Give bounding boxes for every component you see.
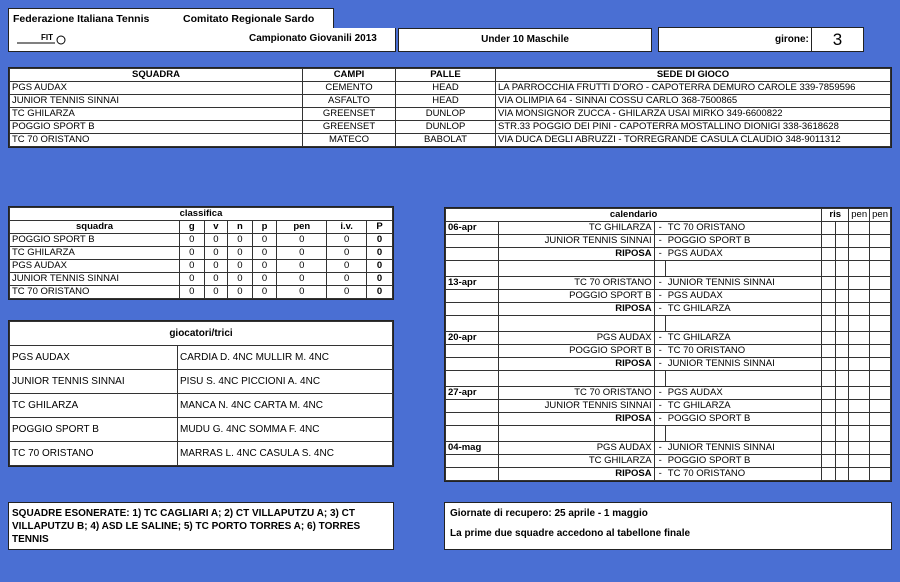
match-away: TC GHILARZA — [666, 303, 822, 316]
match-dash: - — [654, 332, 666, 345]
match-home: POGGIO SPORT B — [498, 345, 654, 358]
score-cell — [870, 400, 891, 413]
match-away: POGGIO SPORT B — [666, 413, 822, 426]
giocatori-row — [10, 370, 393, 394]
round-separator — [446, 371, 891, 387]
classifica-value: 0 — [180, 260, 205, 273]
giocatori-players: MARRAS L. 4NC CASULA S. 4NC — [178, 442, 393, 466]
score-cell — [849, 290, 870, 303]
classifica-value: 0 — [277, 234, 327, 247]
match-dash: - — [654, 442, 666, 455]
match-home: TC 70 ORISTANO — [498, 277, 654, 290]
separator-cell — [849, 261, 870, 277]
score-cell — [849, 455, 870, 468]
score-cell — [822, 277, 836, 290]
score-cell — [822, 358, 836, 371]
giocatori-team: JUNIOR TENNIS SINNAI — [10, 370, 178, 394]
score-cell — [822, 290, 836, 303]
separator-cell — [666, 316, 822, 332]
classifica-value: 0 — [367, 234, 393, 247]
classifica-value: 0 — [204, 273, 227, 286]
giocatori-players: MANCA N. 4NC CARTA M. 4NC — [178, 394, 393, 418]
score-cell — [870, 235, 891, 248]
match-home: RIPOSA — [498, 248, 654, 261]
committee-name: Comitato Regionale Sardo — [183, 13, 315, 25]
score-cell — [870, 345, 891, 358]
score-cell — [849, 345, 870, 358]
match-dash: - — [654, 358, 666, 371]
giocatori-team: TC GHILARZA — [10, 394, 178, 418]
classifica-value: 0 — [277, 247, 327, 260]
classifica-value: 0 — [204, 260, 227, 273]
separator-cell — [849, 426, 870, 442]
classifica-value: 0 — [277, 286, 327, 299]
header-tab — [8, 8, 334, 30]
classifica-team: POGGIO SPORT B — [10, 234, 180, 247]
classifica-col: squadra — [10, 221, 180, 234]
match-away: TC GHILARZA — [666, 400, 822, 413]
score-cell — [835, 358, 849, 371]
classifica-value: 0 — [252, 273, 277, 286]
calendario-title: calendario — [446, 209, 822, 222]
classifica-value: 0 — [180, 234, 205, 247]
match-row — [446, 332, 891, 345]
classifica-value: 0 — [367, 273, 393, 286]
score-cell — [822, 248, 836, 261]
classifica-value: 0 — [367, 286, 393, 299]
classifica-value: 0 — [252, 260, 277, 273]
match-away: JUNIOR TENNIS SINNAI — [666, 277, 822, 290]
score-cell — [849, 468, 870, 481]
match-dash: - — [654, 277, 666, 290]
classifica-value: 0 — [228, 273, 253, 286]
score-cell — [870, 455, 891, 468]
col-squadra: SQUADRA — [10, 69, 303, 82]
championship-title: Campionato Giovanili 2013 — [249, 33, 377, 44]
classifica-value: 0 — [327, 234, 367, 247]
score-cell — [835, 455, 849, 468]
match-away: TC 70 ORISTANO — [666, 468, 822, 481]
match-home: PGS AUDAX — [498, 332, 654, 345]
score-cell — [835, 235, 849, 248]
score-cell — [849, 277, 870, 290]
round-date-empty — [446, 235, 499, 248]
score-cell — [849, 332, 870, 345]
separator-cell — [835, 261, 849, 277]
classifica-value: 0 — [327, 247, 367, 260]
score-cell — [870, 413, 891, 426]
team-name: TC GHILARZA — [10, 108, 303, 121]
team-palle: HEAD — [396, 95, 496, 108]
match-home: JUNIOR TENNIS SINNAI — [498, 235, 654, 248]
separator-cell — [666, 426, 822, 442]
finale-note: La prime due squadre accedono al tabellone finale — [450, 528, 691, 539]
match-home: RIPOSA — [498, 413, 654, 426]
match-dash: - — [654, 290, 666, 303]
score-cell — [835, 303, 849, 316]
col-pen-2: pen — [870, 209, 891, 222]
classifica-row — [10, 273, 393, 286]
match-row — [446, 358, 891, 371]
score-cell — [835, 248, 849, 261]
classifica-team: PGS AUDAX — [10, 260, 180, 273]
match-row — [446, 290, 891, 303]
teams-header-row — [10, 69, 891, 82]
score-cell — [822, 468, 836, 481]
team-name: PGS AUDAX — [10, 82, 303, 95]
col-pen-1: pen — [849, 209, 870, 222]
calendario-header-row — [446, 209, 891, 222]
team-sede: STR.33 POGGIO DEI PINI - CAPOTERRA MOSTALLINO DIONIGI 338-3618628 — [496, 121, 891, 134]
team-row — [10, 82, 891, 95]
team-row — [10, 121, 891, 134]
match-dash: - — [654, 455, 666, 468]
team-name: JUNIOR TENNIS SINNAI — [10, 95, 303, 108]
score-cell — [822, 303, 836, 316]
team-campi: CEMENTO — [303, 82, 396, 95]
giocatori-players: MUDU G. 4NC SOMMA F. 4NC — [178, 418, 393, 442]
match-home: POGGIO SPORT B — [498, 290, 654, 303]
round-separator — [446, 316, 891, 332]
giocatori-players: PISU S. 4NC PICCIONI A. 4NC — [178, 370, 393, 394]
match-dash: - — [654, 235, 666, 248]
match-row — [446, 345, 891, 358]
match-row — [446, 413, 891, 426]
fit-logo — [15, 31, 67, 47]
classifica-row — [10, 260, 393, 273]
score-cell — [835, 413, 849, 426]
classifica-col: i.v. — [327, 221, 367, 234]
separator-cell — [498, 261, 654, 277]
giocatori-players: CARDIA D. 4NC MULLIR M. 4NC — [178, 346, 393, 370]
score-cell — [835, 222, 849, 235]
classifica-col: p — [252, 221, 277, 234]
classifica-value: 0 — [228, 260, 253, 273]
classifica-value: 0 — [252, 286, 277, 299]
classifica-value: 0 — [204, 247, 227, 260]
match-home: PGS AUDAX — [498, 442, 654, 455]
col-campi: CAMPI — [303, 69, 396, 82]
match-dash: - — [654, 400, 666, 413]
team-palle: BABOLAT — [396, 134, 496, 147]
score-cell — [870, 277, 891, 290]
federation-name: Federazione Italiana Tennis — [13, 13, 150, 25]
classifica-col: n — [228, 221, 253, 234]
classifica-team: JUNIOR TENNIS SINNAI — [10, 273, 180, 286]
match-row — [446, 235, 891, 248]
team-row — [10, 134, 891, 147]
team-name: TC 70 ORISTANO — [10, 134, 303, 147]
giocatori-row — [10, 346, 393, 370]
score-cell — [849, 248, 870, 261]
team-campi: GREENSET — [303, 108, 396, 121]
classifica-value: 0 — [180, 273, 205, 286]
score-cell — [822, 413, 836, 426]
score-cell — [849, 222, 870, 235]
score-cell — [870, 468, 891, 481]
classifica-row — [10, 247, 393, 260]
match-dash: - — [654, 248, 666, 261]
score-cell — [822, 400, 836, 413]
separator-cell — [870, 316, 891, 332]
round-date-empty — [446, 413, 499, 426]
round-date-empty — [446, 400, 499, 413]
col-ris: ris — [822, 209, 849, 222]
match-away: PGS AUDAX — [666, 248, 822, 261]
score-cell — [870, 358, 891, 371]
separator-cell — [835, 371, 849, 387]
score-cell — [822, 235, 836, 248]
match-row — [446, 455, 891, 468]
team-campi: GREENSET — [303, 121, 396, 134]
header-body — [8, 28, 396, 52]
classifica-team: TC GHILARZA — [10, 247, 180, 260]
separator-cell — [835, 316, 849, 332]
category-label: Under 10 Maschile — [398, 28, 652, 52]
team-row — [10, 108, 891, 121]
score-cell — [822, 222, 836, 235]
score-cell — [849, 303, 870, 316]
classifica-team: TC 70 ORISTANO — [10, 286, 180, 299]
giocatori-team: POGGIO SPORT B — [10, 418, 178, 442]
col-sede: SEDE DI GIOCO — [496, 69, 891, 82]
giocatori-row — [10, 418, 393, 442]
classifica-value: 0 — [252, 247, 277, 260]
round-date-empty — [446, 468, 499, 481]
round-date-empty — [446, 358, 499, 371]
classifica-value: 0 — [204, 234, 227, 247]
match-home: TC 70 ORISTANO — [498, 387, 654, 400]
classifica-value: 0 — [228, 234, 253, 247]
giocatori-team: PGS AUDAX — [10, 346, 178, 370]
score-cell — [870, 387, 891, 400]
separator-cell — [654, 316, 666, 332]
calendario-table — [444, 207, 892, 482]
match-away: TC GHILARZA — [666, 332, 822, 345]
match-away: POGGIO SPORT B — [666, 455, 822, 468]
match-dash: - — [654, 387, 666, 400]
classifica-value: 0 — [327, 286, 367, 299]
classifica-value: 0 — [204, 286, 227, 299]
team-sede: VIA MONSIGNOR ZUCCA - GHILARZA USAI MIRKO 349-6600822 — [496, 108, 891, 121]
score-cell — [849, 400, 870, 413]
classifica-value: 0 — [367, 260, 393, 273]
match-row — [446, 303, 891, 316]
match-dash: - — [654, 222, 666, 235]
separator-cell — [870, 371, 891, 387]
giocatori-table — [8, 320, 394, 467]
separator-cell — [822, 426, 836, 442]
match-row — [446, 222, 891, 235]
match-dash: - — [654, 468, 666, 481]
match-away: PGS AUDAX — [666, 387, 822, 400]
classifica-value: 0 — [327, 273, 367, 286]
classifica-col: pen — [277, 221, 327, 234]
col-palle: PALLE — [396, 69, 496, 82]
match-dash: - — [654, 345, 666, 358]
separator-cell — [822, 261, 836, 277]
team-name: POGGIO SPORT B — [10, 121, 303, 134]
classifica-col: v — [204, 221, 227, 234]
classifica-value: 0 — [252, 234, 277, 247]
classifica-value: 0 — [228, 286, 253, 299]
team-campi: ASFALTO — [303, 95, 396, 108]
score-cell — [822, 442, 836, 455]
match-dash: - — [654, 303, 666, 316]
team-sede: VIA DUCA DEGLI ABRUZZI - TORREGRANDE CASULA CLAUDIO 348-9011312 — [496, 134, 891, 147]
match-away: JUNIOR TENNIS SINNAI — [666, 442, 822, 455]
score-cell — [849, 413, 870, 426]
round-date-empty — [446, 455, 499, 468]
classifica-value: 0 — [277, 260, 327, 273]
score-cell — [822, 345, 836, 358]
match-home: JUNIOR TENNIS SINNAI — [498, 400, 654, 413]
match-row — [446, 248, 891, 261]
separator-cell — [446, 426, 499, 442]
match-row — [446, 400, 891, 413]
round-date-empty — [446, 248, 499, 261]
round-separator — [446, 261, 891, 277]
giocatori-row — [10, 394, 393, 418]
match-dash: - — [654, 413, 666, 426]
match-away: TC 70 ORISTANO — [666, 222, 822, 235]
separator-cell — [822, 316, 836, 332]
separator-cell — [498, 371, 654, 387]
match-home: TC GHILARZA — [498, 222, 654, 235]
score-cell — [849, 387, 870, 400]
score-cell — [822, 332, 836, 345]
separator-cell — [822, 371, 836, 387]
score-cell — [835, 468, 849, 481]
giocatori-row — [10, 442, 393, 466]
team-campi: MATECO — [303, 134, 396, 147]
teams-table — [8, 67, 892, 148]
recupero-notes — [444, 502, 892, 550]
round-date-empty — [446, 345, 499, 358]
separator-cell — [666, 261, 822, 277]
score-cell — [849, 358, 870, 371]
score-cell — [822, 455, 836, 468]
match-row — [446, 387, 891, 400]
separator-cell — [498, 316, 654, 332]
match-home: RIPOSA — [498, 468, 654, 481]
match-home: TC GHILARZA — [498, 455, 654, 468]
separator-cell — [666, 371, 822, 387]
classifica-value: 0 — [180, 286, 205, 299]
classifica-value: 0 — [180, 247, 205, 260]
match-row — [446, 277, 891, 290]
classifica-col: P — [367, 221, 393, 234]
separator-cell — [654, 426, 666, 442]
separator-cell — [849, 371, 870, 387]
separator-cell — [870, 261, 891, 277]
separator-cell — [654, 371, 666, 387]
classifica-header-row — [10, 221, 393, 234]
score-cell — [835, 442, 849, 455]
separator-cell — [849, 316, 870, 332]
score-cell — [822, 387, 836, 400]
score-cell — [870, 248, 891, 261]
round-date: 13-apr — [446, 277, 499, 290]
round-date-empty — [446, 303, 499, 316]
team-row — [10, 95, 891, 108]
score-cell — [835, 387, 849, 400]
match-away: PGS AUDAX — [666, 290, 822, 303]
team-sede: LA PARROCCHIA FRUTTI D'ORO - CAPOTERRA DEMURO CAROLE 339-7859596 — [496, 82, 891, 95]
separator-cell — [446, 371, 499, 387]
score-cell — [835, 290, 849, 303]
score-cell — [835, 400, 849, 413]
girone-value: 3 — [811, 28, 863, 51]
match-row — [446, 468, 891, 481]
round-date-empty — [446, 290, 499, 303]
girone-label: girone: — [775, 34, 809, 45]
classifica-value: 0 — [367, 247, 393, 260]
classifica-value: 0 — [327, 260, 367, 273]
team-sede: VIA OLIMPIA 64 - SINNAI COSSU CARLO 368-7500865 — [496, 95, 891, 108]
separator-cell — [446, 261, 499, 277]
separator-cell — [654, 261, 666, 277]
recupero-note: Giornate di recupero: 25 aprile - 1 maggio — [450, 508, 648, 519]
score-cell — [870, 442, 891, 455]
logo-text: FIT — [41, 33, 53, 42]
round-date: 06-apr — [446, 222, 499, 235]
girone-box — [658, 27, 864, 52]
team-palle: DUNLOP — [396, 121, 496, 134]
round-date: 20-apr — [446, 332, 499, 345]
separator-cell — [870, 426, 891, 442]
separator-cell — [835, 426, 849, 442]
classifica-value: 0 — [277, 273, 327, 286]
classifica-row — [10, 234, 393, 247]
match-away: TC 70 ORISTANO — [666, 345, 822, 358]
score-cell — [835, 345, 849, 358]
score-cell — [835, 277, 849, 290]
team-palle: DUNLOP — [396, 108, 496, 121]
classifica-col: g — [180, 221, 205, 234]
match-home: RIPOSA — [498, 358, 654, 371]
score-cell — [849, 235, 870, 248]
giocatori-team: TC 70 ORISTANO — [10, 442, 178, 466]
classifica-row — [10, 286, 393, 299]
match-row — [446, 442, 891, 455]
round-separator — [446, 426, 891, 442]
score-cell — [870, 303, 891, 316]
team-palle: HEAD — [396, 82, 496, 95]
score-cell — [870, 332, 891, 345]
separator-cell — [498, 426, 654, 442]
match-away: JUNIOR TENNIS SINNAI — [666, 358, 822, 371]
giocatori-title: giocatori/trici — [10, 322, 393, 346]
match-home: RIPOSA — [498, 303, 654, 316]
score-cell — [849, 442, 870, 455]
score-cell — [870, 290, 891, 303]
classifica-value: 0 — [228, 247, 253, 260]
round-date: 04-mag — [446, 442, 499, 455]
classifica-table — [8, 206, 394, 300]
score-cell — [870, 222, 891, 235]
match-away: POGGIO SPORT B — [666, 235, 822, 248]
score-cell — [835, 332, 849, 345]
separator-cell — [446, 316, 499, 332]
round-date: 27-apr — [446, 387, 499, 400]
esonerate-note: SQUADRE ESONERATE: 1) TC CAGLIARI A; 2) CT VILLAPUTZU A; 3) CT VILLAPUTZU B; 4) ASD LE SALINE; 5) TC PORTO TORRES A; 6) TORRES TENNIS — [8, 502, 394, 550]
classifica-title: classifica — [10, 208, 393, 221]
